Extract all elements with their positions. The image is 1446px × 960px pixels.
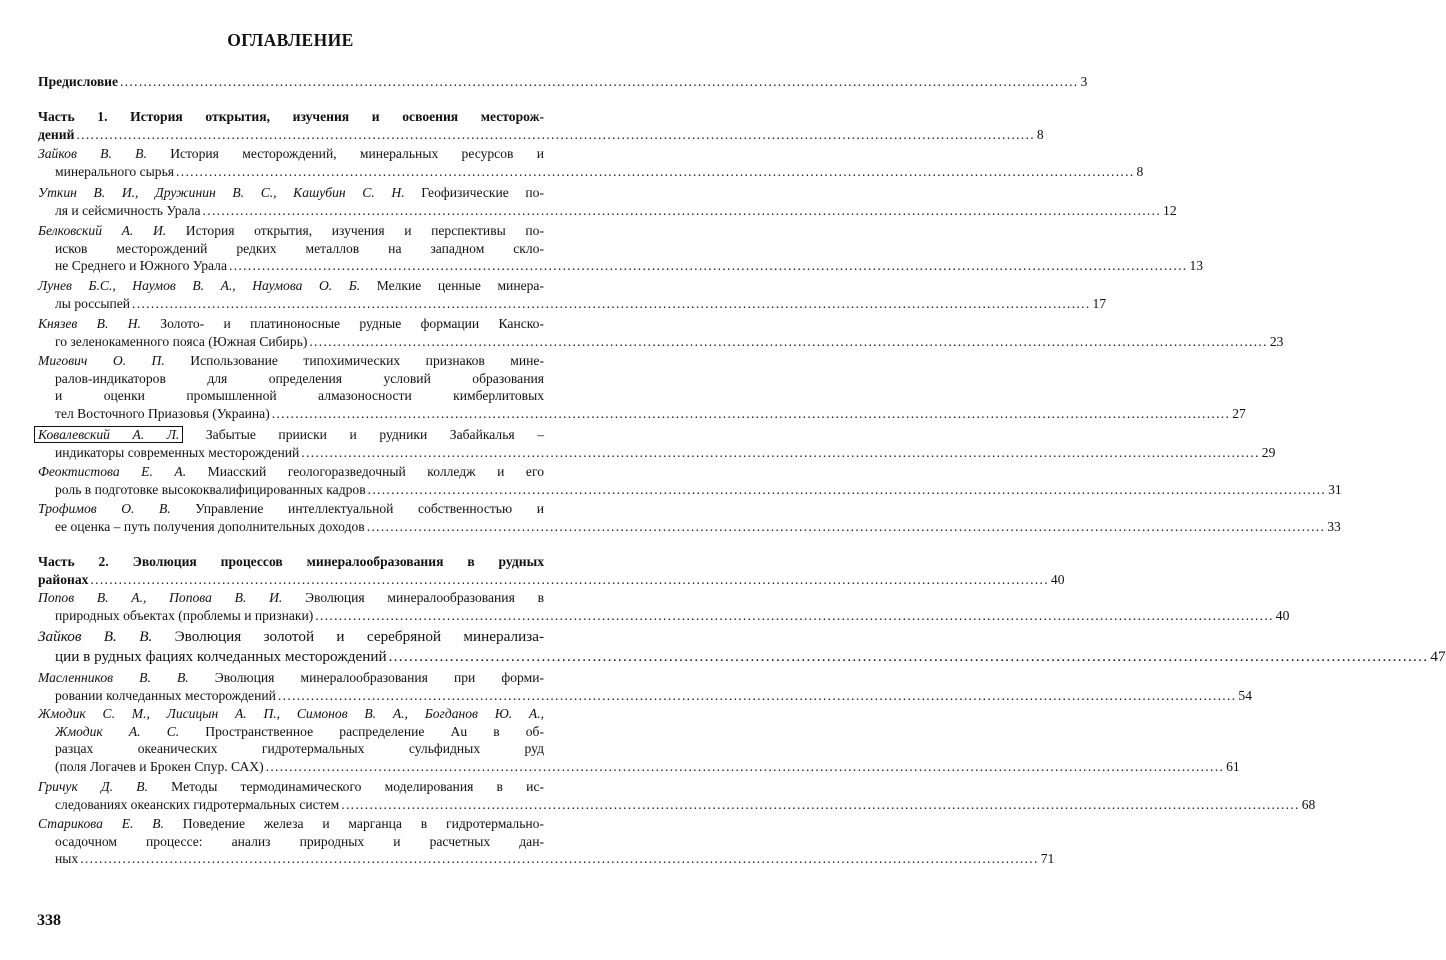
entry-title-cont: ля и сейсмичность Урала — [55, 202, 201, 218]
page-number: 338 — [37, 912, 61, 929]
leader-dots: ............................................................................................................................................................................................................ — [271, 406, 1231, 422]
entry-page: 40 — [1050, 571, 1065, 587]
page-title: ОГЛАВЛЕНИЕ — [227, 30, 354, 50]
entry-page: 12 — [1163, 202, 1177, 218]
entry-title-cont: районах — [38, 571, 89, 587]
entry-page: 8 — [1136, 163, 1144, 179]
toc-entry-highlighted[interactable] — [38, 426, 1276, 461]
entry-page: 17 — [1092, 295, 1107, 311]
entry-page: 8 — [1036, 126, 1044, 142]
entry-page: 61 — [1226, 759, 1240, 775]
entry-title: Использование типохимических признаков мине- — [164, 353, 544, 368]
leader-dots: ............................................................................................................................................................................................................ — [341, 796, 1300, 812]
leader-dots: ............................................................................................................................................................................................................ — [176, 163, 1135, 179]
entry-title-cont: тел Восточного Приазовья (Украина) — [55, 406, 270, 422]
entry-title-cont: и оценки промышленной алмазоносности кимберлитовых — [55, 388, 544, 404]
toc-entry[interactable] — [38, 669, 1252, 704]
toc-entry[interactable] — [38, 589, 1290, 624]
entry-title-cont: ровании колчеданных месторождений — [55, 687, 276, 703]
entry-title: Геофизические по- — [404, 185, 544, 200]
leader-dots: ............................................................................................................................................................................................................ — [309, 333, 1268, 349]
leader-dots: ............................................................................................................................................................................................................ — [265, 759, 1225, 775]
entry-title-cont: ции в рудных фациях колчеданных месторождений — [55, 647, 387, 665]
entry-title-cont: дений — [38, 126, 75, 142]
leader-dots: ............................................................................................................................................................................................................ — [202, 202, 1162, 218]
entry-author: Зайков В. В. — [38, 146, 147, 161]
entry-title: Часть 1. История открытия, изучения и освоения месторож- — [38, 109, 544, 124]
leader-dots: ............................................................................................................................................................................................................ — [388, 647, 1429, 665]
entry-title-cont: минерального сырья — [55, 163, 175, 179]
entry-page: 68 — [1301, 796, 1316, 812]
entry-author: Старикова Е. В. — [38, 816, 164, 831]
entry-author: Попов В. А., Попова В. И. — [38, 590, 283, 605]
entry-author: Феоктистова Е. А. — [38, 464, 187, 479]
entry-title: Эволюция золотой и серебряной минерализа- — [152, 628, 544, 645]
toc-entry[interactable] — [38, 277, 1107, 312]
toc-entry[interactable] — [38, 815, 1055, 868]
entry-page: 47 — [1430, 647, 1446, 665]
entry-title-cont: исков месторождений редких металлов на западном скло- — [55, 240, 544, 256]
entry-title: Миасский геологоразведочный колледж и его — [186, 464, 544, 479]
entry-title-cont: разцах океанических гидротермальных сульфидных руд — [55, 741, 544, 757]
entry-title: Эволюция минералообразования при форми- — [188, 670, 544, 685]
entry-author: Гричук Д. В. — [38, 779, 148, 794]
leader-dots: ............................................................................................................................................................................................................ — [315, 607, 1274, 623]
entry-page: 54 — [1238, 687, 1252, 703]
entry-page: 31 — [1328, 481, 1342, 497]
toc-entry[interactable] — [38, 315, 1284, 350]
entry-page: 40 — [1275, 607, 1290, 623]
entry-author: Лунев Б.С., Наумов В. А., Наумова О. Б. — [38, 278, 361, 293]
toc-entry[interactable] — [38, 627, 1446, 666]
entry-title: Часть 2. Эволюция процессов минералообразования в рудных — [38, 554, 544, 569]
entry-title: История месторождений, минеральных ресурсов и — [146, 146, 544, 161]
entry-author: Жмодик С. М., Лисицын А. П., Симонов В. А., Богданов Ю. А., — [38, 706, 544, 721]
toc-entry[interactable] — [38, 463, 1342, 498]
toc-part-1[interactable] — [38, 108, 1044, 143]
entry-author: Трофимов О. В. — [38, 501, 171, 516]
entry-author: Зайков В. В. — [38, 628, 153, 645]
entry-title: Забытые прииски и рудники Забайкалья – — [183, 427, 544, 442]
entry-title-cont: лы россыпей — [55, 295, 131, 311]
entry-author: Князев В. Н. — [38, 316, 141, 331]
entry-page: 33 — [1327, 518, 1341, 534]
toc-entry-preface[interactable] — [38, 73, 1088, 91]
entry-author: Мигович О. П. — [38, 353, 165, 368]
leader-dots: ............................................................................................................................................................................................................ — [366, 518, 1326, 534]
leader-dots: ............................................................................................................................................................................................................ — [277, 687, 1237, 703]
leader-dots: ............................................................................................................................................................................................................ — [120, 74, 1079, 89]
entry-page: 23 — [1269, 333, 1284, 349]
entry-author: Уткин В. И., Дружинин В. С., Кашубин С. Н. — [38, 185, 405, 200]
toc-entry[interactable] — [38, 778, 1316, 813]
entry-title-cont: ралов-индикаторов для определения условий образования — [55, 370, 544, 386]
entry-title-cont: индикаторы современных месторождений — [55, 444, 300, 460]
toc-part-2[interactable] — [38, 553, 1065, 588]
entry-author-cont: Жмодик А. С. — [55, 723, 180, 739]
entry-title: Пространственное распределение Au в об- — [179, 723, 545, 739]
toc-entry[interactable] — [38, 184, 1177, 219]
leader-dots: ............................................................................................................................................................................................................ — [80, 851, 1039, 867]
entry-page: 71 — [1040, 851, 1055, 867]
entry-title-cont: (поля Логачев и Брокен Спур. САХ) — [55, 759, 264, 775]
entry-title: Мелкие ценные минера- — [360, 278, 544, 293]
entry-page: 13 — [1189, 258, 1204, 274]
entry-title-cont: следованиях океанских гидротермальных систем — [55, 796, 340, 812]
leader-dots: ............................................................................................................................................................................................................ — [132, 295, 1091, 311]
entry-title: Предисловие — [38, 74, 119, 89]
leader-dots: ............................................................................................................................................................................................................ — [90, 571, 1049, 587]
entry-title-cont: природных объектах (проблемы и признаки) — [55, 607, 314, 623]
entry-author-boxed: Ковалевский А. Л. — [34, 426, 183, 443]
entry-title-cont: ее оценка – путь получения дополнительных доходов — [55, 518, 365, 534]
entry-title: Методы термодинамического моделирования в ис- — [147, 779, 545, 794]
toc-entry[interactable] — [38, 222, 1204, 275]
toc-entry[interactable] — [38, 500, 1341, 535]
entry-page: 27 — [1232, 406, 1246, 422]
leader-dots: ............................................................................................................................................................................................................ — [229, 258, 1188, 274]
entry-title: Управление интеллектуальной собственностью и — [170, 501, 544, 516]
entry-title: Золото- и платиноносные рудные формации Канско- — [140, 316, 544, 331]
entry-title-cont: осадочном процессе: анализ природных и расчетных дан- — [55, 833, 544, 849]
entry-title: История открытия, изучения и перспективы по- — [166, 223, 544, 238]
entry-author: Белковский А. И. — [38, 223, 167, 238]
leader-dots: ............................................................................................................................................................................................................ — [301, 444, 1260, 460]
toc-entry[interactable] — [38, 145, 1144, 180]
entry-page: 29 — [1261, 444, 1276, 460]
entry-title-cont: роль в подготовке высококвалифицированных кадров — [55, 481, 366, 497]
toc-entry[interactable] — [38, 705, 1240, 776]
entry-title-cont: не Среднего и Южного Урала — [55, 258, 227, 274]
leader-dots: ............................................................................................................................................................................................................ — [367, 481, 1327, 497]
entry-title-cont: го зеленокаменного пояса (Южная Сибирь) — [55, 333, 308, 349]
entry-title: Поведение железа и марганца в гидротермально- — [163, 816, 544, 831]
entry-title: Эволюция минералообразования в — [282, 590, 544, 605]
entry-author: Масленников В. В. — [38, 670, 189, 685]
toc-entry[interactable] — [38, 352, 1246, 423]
entry-title-cont: ных — [55, 851, 79, 867]
leader-dots: ............................................................................................................................................................................................................ — [76, 126, 1035, 142]
entry-page: 3 — [1080, 74, 1088, 89]
